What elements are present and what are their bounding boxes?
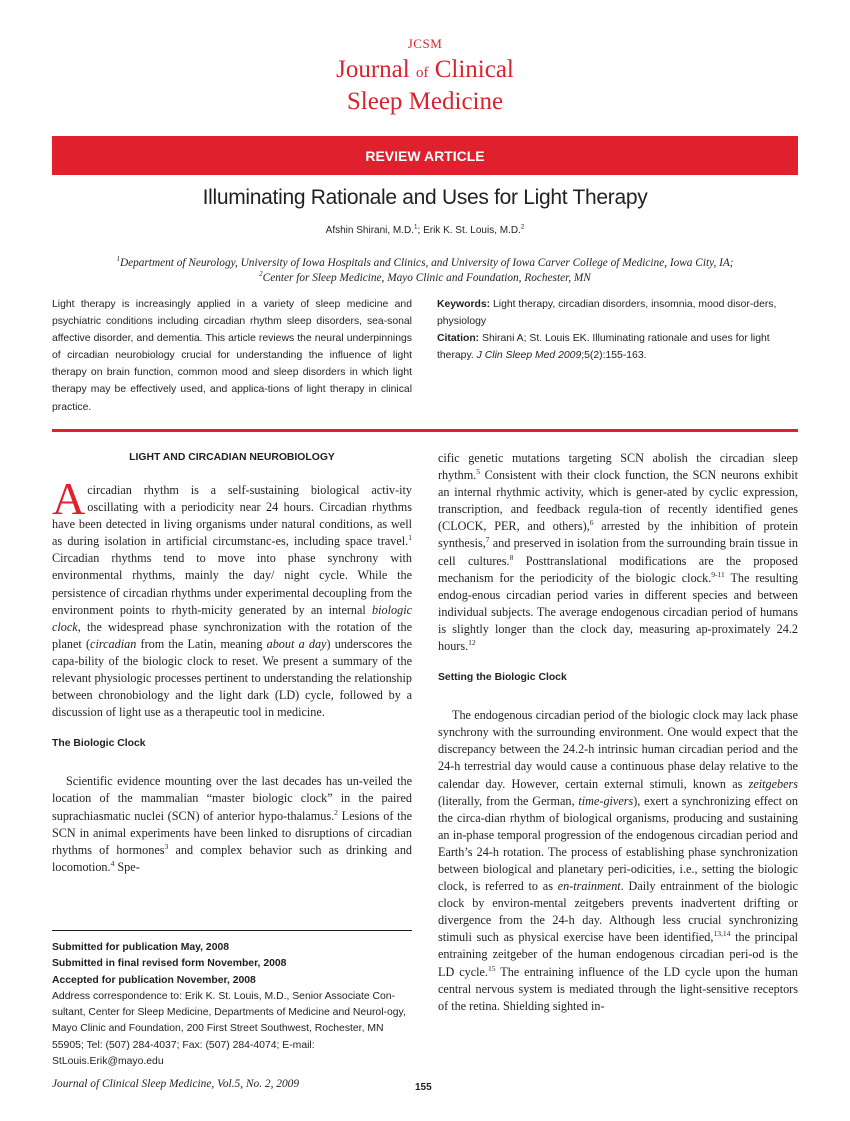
citation: Citation: Shirani A; St. Louis EK. Illuminating rationale and uses for light therapy. J Clin Sleep Med 2009;5(2):155-163. (437, 333, 770, 362)
section-heading: LIGHT AND CIRCADIAN NEUROBIOLOGY (129, 452, 335, 463)
scn-paragraph: cific genetic mutations targeting SCN abolish the circadian sleep rhythm.$^5$ Consistent with their clock function, the SCN neurons exhibit an internal rhythmic activity, which is gener-ated by cyclic expression, transcription, and feedback regula-tion of recently identified genes (CLOCK, PER, and others),$^6$ arrested by the inhibition of protein synthesis,$^7$ and preserved in isolation from the surrounding brain tissue in cell cultures.$^8$ Posttranslational modifications are the proposed mechanism for the periodicity of the biologic clock.$^{9-11}$ The resulting endog-enous circadian period varies in different species and between individual subjects. The average endogenous circadian period of humans is slightly longer than the clock day, measuring ap-proximately 24.2 hours.$^{12}$ (438, 451, 799, 654)
affiliation-1: $^1$Department of Neurology, University of Iowa Hospitals and Clinics, and University of Iowa Carver College of Medicine, Iowa City, IA; (116, 255, 734, 269)
article-title: Illuminating Rationale and Uses for Light Therapy (202, 186, 648, 209)
section-divider (52, 429, 798, 432)
journal-name-line1: Journal of Clinical (336, 56, 514, 83)
subheading-setting-clock: Setting the Biologic Clock (438, 672, 567, 684)
submitted-date: Submitted for publication May, 2008 (52, 942, 230, 953)
page-number: 155 (415, 1082, 432, 1093)
affiliation-2: $^2$Center for Sleep Medicine, Mayo Clinic and Foundation, Rochester, MN (259, 270, 591, 284)
biologic-clock-paragraph: Scientific evidence mounting over the last decades has un-veiled the location of the mammalian “master biologic clock” in the paired suprachiasmatic nuclei (SCN) of anterior hypo-thalamus.$^2$ Lesions of the SCN in animal experiments have been linked to disruptions of circadian rhythms of hormones$^3$ and complex behavior such as drinking and locomotion.$^4$ Spe- (52, 774, 413, 874)
left-column (52, 452, 412, 876)
revised-date: Submitted in final revised form November, 2008 (52, 958, 287, 970)
keywords-citation (437, 296, 799, 364)
setting-clock-paragraph: The endogenous circadian period of the biologic clock may lack phase synchrony with the surrounding environment. One would expect that the discrepancy between the 24.2-h intrinsic human circadian period and the 24-h terrestrial day would cause a continuous phase delay relative to the calendar day. However, certain external stimuli, known as zeitgebers (literally, from the German, time-givers), exert a synchronizing effect on the circa-dian rhythm of biological organisms, producing and sustaining an in-phase temporal progression of the endogenous circadian period and Earth’s 24-h rotation. The process of establishing phase synchronization between biological and planetary peri-odicities, i.e., setting the biologic clock, is referred to as en-trainment. Daily entrainment of the biologic clock by environ-mental zeitgebers prevents inadvertent drifting or divergence from the 24-h day. Although less crucial synchronizing stimuli such as physical exercise have been identified,$^{13,14}$ the principal entraining zeitgeber of the human endogenous circadian peri-od is the LD cycle.$^{15}$ The entraining influence of the LD cycle upon the human central nervous system is mediated through the light-sensitive receptors of the retina. Shielding sighted in- (438, 708, 798, 1013)
footer-journal-info: Journal of Clinical Sleep Medicine, Vol.5, No. 2, 2009 (52, 1078, 300, 1090)
accepted-date: Accepted for publication November, 2008 (52, 974, 256, 986)
intro-paragraph: Acircadian rhythm is a self-sustaining biological activ-ity oscillating with a periodicity near 24 hours. Circadian rhythms have been detected in living organisms under natural conditions, as well as during isolation in artificial circumstanc-es, including space travel.$^1$ Circadian rhythms tend to move into phase synchrony with environmental rhythms, mainly the day/ night cycle. While the persistence of circadian rhythms under experimental decoupling from the environment points to rhyth-micity generated by an internal biologic clock, the widespread phase synchronization with the rotation of the planet (circadian from the Latin, meaning about a day) underscores the capa-bility of the biologic clock to reset. We present a summary of the relevant physiologic processes pertinent to understanding the relationship between chronobiology and the light dark (LD) cycle, followed by a discussion of light use as a therapeutic tool in medicine. (52, 473, 412, 720)
keywords: Keywords: Light therapy, circadian disorders, insomnia, mood disor-ders, physiology (437, 299, 777, 328)
article-type-banner: REVIEW ARTICLE (52, 136, 798, 175)
right-column (438, 450, 798, 1015)
affiliations (40, 256, 810, 286)
footnotes (52, 940, 412, 1070)
abstract: Light therapy is increasingly applied in a variety of sleep medicine and psychiatric conditions including circadian rhythm sleep disorders, sea-sonal affective disorder, and dementia. This article reviews the neural underpinnings of circadian neurobiology crucial for understanding the influence of light therapy on brain function, common mood and sleep disorders in which light therapy may be effectively used, and applica-tions of light therapy in clinical practice. (52, 299, 412, 413)
author-line: Afshin Shirani, M.D.$^1$; Erik K. St. Louis, M.D.$^2$ (325, 223, 525, 236)
drop-cap: A (52, 473, 86, 524)
correspondence-address: Address correspondence to: Erik K. St. Louis, M.D., Senior Associate Con-sultant, Center for Sleep Medicine, Departments of Medicine and Neurol-ogy, Mayo Clinic and Foundation, 200 First Street Southwest, Rochester, MN 55905; Tel: (507) 284-4037; Fax: (507) 284-4074; E-mail: StLouis.Erik@mayo.edu (52, 990, 406, 1068)
journal-name-line2: Sleep Medicine (346, 88, 504, 115)
journal-abbreviation: JCSM (407, 36, 443, 51)
footnote-rule (52, 930, 412, 931)
subheading-biologic-clock: The Biologic Clock (52, 738, 146, 750)
